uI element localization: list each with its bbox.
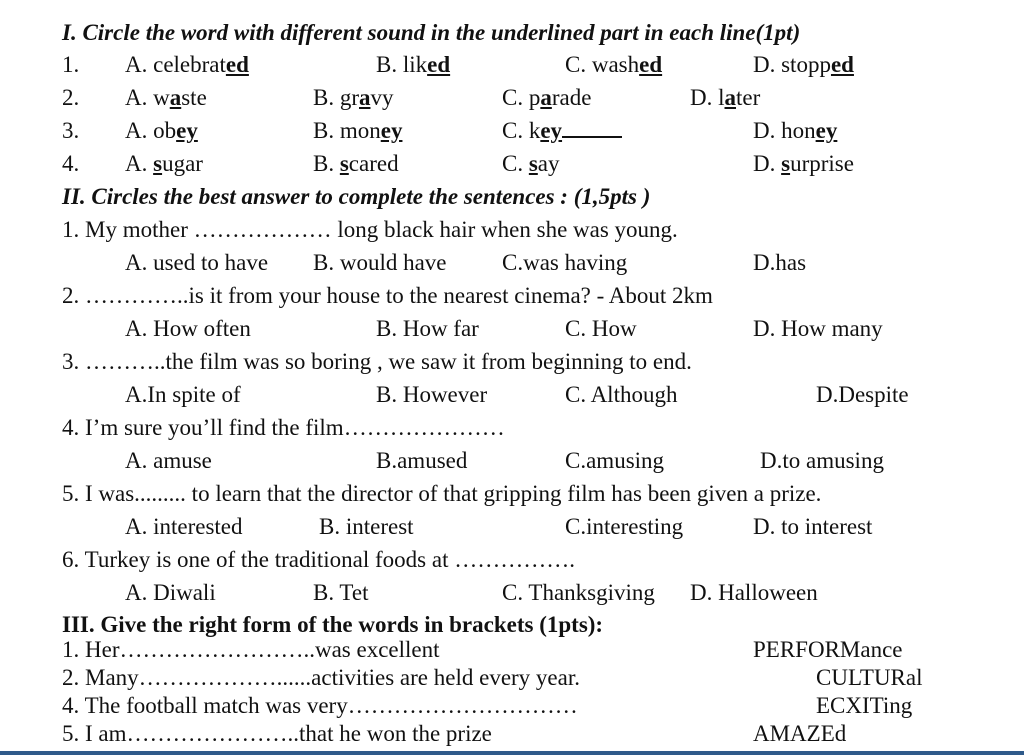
underlined-part: a: [540, 85, 552, 110]
option-d[interactable]: [753, 114, 837, 147]
options-line: [0, 246, 1024, 279]
question-line: [0, 345, 1024, 378]
options-line: [0, 312, 1024, 345]
option-text: vy: [370, 85, 394, 110]
underlined-part: ey: [380, 118, 403, 143]
answer-option-d[interactable]: D. to interest: [753, 514, 873, 539]
option-text: ter: [736, 85, 761, 110]
option-c[interactable]: [502, 147, 560, 180]
option-d[interactable]: [753, 147, 854, 180]
question-line: [0, 213, 1024, 246]
option-a[interactable]: [125, 81, 207, 114]
option-a[interactable]: [125, 48, 249, 81]
question-line: [0, 543, 1024, 576]
option-a[interactable]: [125, 114, 198, 147]
option-b[interactable]: [313, 147, 399, 180]
word-form-item: [0, 664, 1024, 692]
section1-heading: [0, 16, 1024, 49]
answer-option-a[interactable]: A. Diwali: [125, 580, 216, 605]
option-text: A. w: [125, 85, 170, 110]
answer-option-d[interactable]: D. Halloween: [690, 580, 818, 605]
section1-row: [0, 114, 1024, 147]
answer-option-b[interactable]: B. interest: [319, 514, 414, 539]
word-form-sentence: 2. Many………………......activities are held every year.: [62, 665, 580, 690]
answer-option-c[interactable]: C.was having: [502, 250, 628, 275]
option-d[interactable]: [753, 48, 854, 81]
question-number: 4.: [62, 151, 80, 176]
question-line: [0, 411, 1024, 444]
options-line: [0, 444, 1024, 477]
option-text: D. hon: [753, 118, 816, 143]
question-number: 3.: [62, 118, 80, 143]
underlined-part: ey: [815, 118, 838, 143]
underlined-part: s: [781, 151, 791, 176]
answer-option-a[interactable]: A. amuse: [125, 448, 212, 473]
underlined-part: s: [528, 151, 538, 176]
options-line: [0, 510, 1024, 543]
option-text: ay: [537, 151, 560, 176]
answer-option-b[interactable]: B. would have: [313, 250, 447, 275]
option-d[interactable]: [690, 81, 760, 114]
section1-heading-text: I. Circle the word with different sound in the underlined part in each line(1pt): [62, 20, 801, 45]
option-text: D.: [753, 151, 782, 176]
question-number: 2.: [62, 85, 80, 110]
answer-option-d[interactable]: D.Despite: [816, 382, 909, 407]
option-text: B.: [313, 151, 340, 176]
answer-option-c[interactable]: C. Although: [565, 382, 678, 407]
word-form-item: [0, 720, 1024, 748]
option-c[interactable]: [502, 81, 591, 114]
question-text: 6. Turkey is one of the traditional foods at …………….: [62, 547, 575, 572]
answer-option-a[interactable]: A.In spite of: [125, 382, 241, 407]
option-text: D. stopp: [753, 52, 831, 77]
answer-option-c[interactable]: C. Thanksgiving: [502, 580, 655, 605]
option-text: urprise: [790, 151, 854, 176]
word-form-sentence: 1. Her……………………..was excellent: [62, 637, 440, 662]
word-form-sentence: 5. I am…………………..that he won the prize: [62, 721, 492, 746]
question-text: 2. …………..is it from your house to the nearest cinema? - About 2km: [62, 283, 713, 308]
question-line: [0, 477, 1024, 510]
options-line: [0, 378, 1024, 411]
answer-option-d[interactable]: D.has: [753, 250, 807, 275]
underlined-part: ey: [540, 118, 563, 143]
answer-option-b[interactable]: B. Tet: [313, 580, 369, 605]
underlined-part: a: [359, 85, 371, 110]
option-text: C. k: [502, 118, 541, 143]
underlined-part: a: [169, 85, 182, 110]
option-a[interactable]: [125, 147, 203, 180]
bracket-word: PERFORMance: [753, 637, 903, 662]
option-b[interactable]: [313, 114, 402, 147]
underlined-part: ed: [427, 52, 451, 77]
answer-option-b[interactable]: B. How far: [376, 316, 479, 341]
answer-option-b[interactable]: B. However: [376, 382, 488, 407]
word-form-item: [0, 636, 1024, 664]
answer-option-c[interactable]: C.interesting: [565, 514, 684, 539]
answer-option-a[interactable]: A. How often: [125, 316, 251, 341]
option-text: A. celebrat: [125, 52, 226, 77]
bracket-word: CULTURal: [816, 665, 923, 690]
question-text: 1. My mother ……………… long black hair when she was young.: [62, 217, 678, 242]
option-text: ste: [181, 85, 207, 110]
question-line: [0, 279, 1024, 312]
bottom-border: [0, 751, 1024, 755]
option-text: C. wash: [565, 52, 640, 77]
option-c[interactable]: [502, 114, 622, 147]
option-b[interactable]: [313, 81, 394, 114]
section1-row: [0, 147, 1024, 180]
bracket-word: AMAZEd: [753, 721, 847, 746]
underlined-part: ed: [225, 52, 249, 77]
option-text: D. l: [690, 85, 725, 110]
section1-row: [0, 48, 1024, 81]
option-c[interactable]: [565, 48, 662, 81]
answer-option-d[interactable]: D. How many: [753, 316, 883, 341]
answer-option-d[interactable]: D.to amusing: [760, 448, 884, 473]
option-text: B. mon: [313, 118, 381, 143]
option-text: A.: [125, 151, 154, 176]
option-text: C.: [502, 151, 529, 176]
option-text: C. p: [502, 85, 541, 110]
answer-option-b[interactable]: B.amused: [376, 448, 468, 473]
section1-row: [0, 81, 1024, 114]
underlined-part: ey: [176, 118, 198, 143]
question-text: 5. I was......... to learn that the director of that gripping film has been given a prize.: [62, 481, 822, 506]
section2-heading-text: II. Circles the best answer to complete the sentences : (1,5pts ): [62, 184, 651, 209]
question-text: 3. ………..the film was so boring , we saw it from beginning to end.: [62, 349, 692, 374]
option-text: cared: [348, 151, 399, 176]
option-text: ugar: [162, 151, 203, 176]
underlined-part: a: [724, 85, 736, 110]
option-text: A. ob: [125, 118, 177, 143]
answer-option-a[interactable]: A. used to have: [125, 250, 269, 275]
underlined-part: s: [153, 151, 163, 176]
option-text: rade: [551, 85, 592, 110]
section2-heading: [0, 180, 1024, 213]
underlined-part: ed: [639, 52, 663, 77]
answer-option-a[interactable]: A. interested: [125, 514, 243, 539]
underlined-part: s: [339, 151, 349, 176]
word-form-item: [0, 692, 1024, 720]
options-line: [0, 576, 1024, 609]
question-text: 4. I’m sure you’ll find the film…………………: [62, 415, 505, 440]
option-b[interactable]: [376, 48, 450, 81]
question-number: 1.: [62, 52, 80, 77]
answer-option-c[interactable]: C.amusing: [565, 448, 665, 473]
section3-heading-text: III. Give the right form of the words in brackets (1pts):: [62, 612, 604, 637]
option-text: B. gr: [313, 85, 359, 110]
underlined-part: ed: [830, 52, 854, 77]
word-form-sentence: 4. The football match was very…………………………: [62, 693, 578, 718]
bracket-word: ECXITing: [816, 693, 913, 718]
answer-option-c[interactable]: C. How: [565, 316, 637, 341]
blank-underline: [562, 114, 622, 138]
option-text: B. lik: [376, 52, 428, 77]
